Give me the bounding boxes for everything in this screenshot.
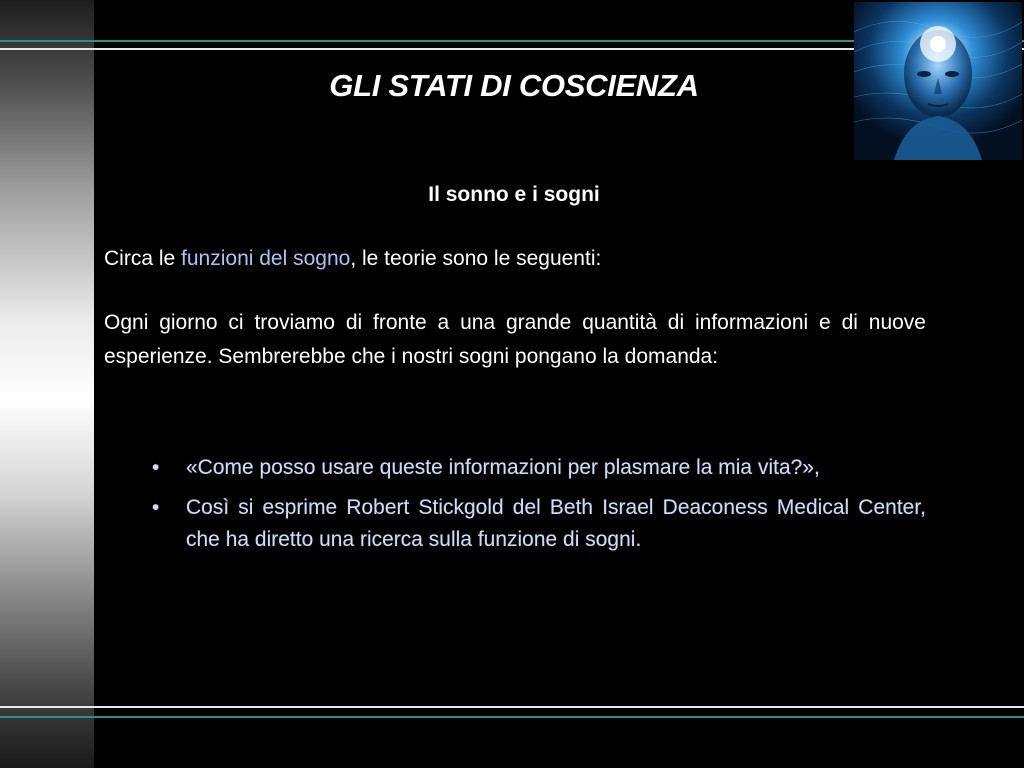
slide-subtitle: Il sonno e i sogni — [428, 183, 600, 206]
list-item — [152, 452, 926, 484]
bullet-text: «Come posso usare queste informazioni per plasmare la mia vita?», — [186, 456, 820, 479]
list-item — [152, 492, 926, 556]
intro-suffix: , le teorie sono le seguenti: — [350, 247, 602, 270]
intro-prefix: Circa le — [104, 247, 182, 270]
bullet-text: Così si esprime Robert Stickgold del Beth Israel Deaconess Medical Center, che ha diretto una ricerca sulla funzione di sogni. — [186, 496, 926, 551]
bullet-list — [152, 452, 926, 564]
bottom-white-rule — [0, 706, 1024, 708]
body-paragraph: Ogni giorno ci troviamo di fronte a una grande quantità di informazioni e di nuove esperienze. Sembrerebbe che i nostri sogni pongano la domanda: — [104, 311, 926, 368]
bottom-teal-rule — [0, 716, 1024, 718]
funzioni-del-sogno-link[interactable]: funzioni del sogno — [181, 247, 351, 270]
bullet-dot-icon: • — [152, 456, 160, 479]
left-gradient-band — [0, 0, 94, 768]
bullet-dot-icon: • — [152, 496, 160, 519]
intro-line — [104, 247, 926, 271]
slide-title: GLI STATI DI COSCIENZA — [329, 68, 699, 103]
